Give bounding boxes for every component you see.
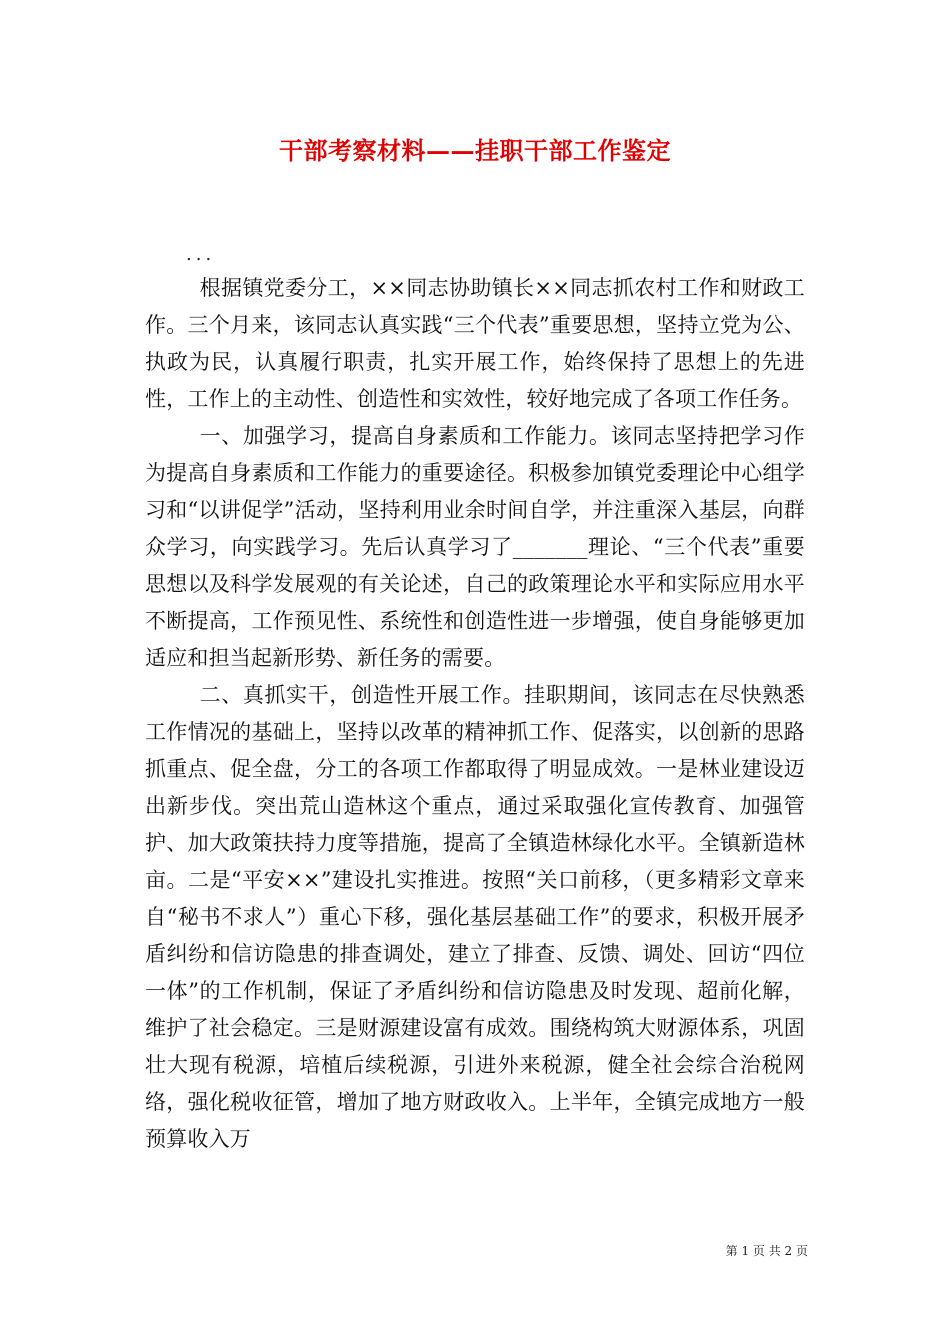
paragraph-study: 一、加强学习，提高自身素质和工作能力。该同志坚持把学习作为提高自身素质和工作能力的重要途径。积极参加镇党委理论中心组学习和“以讲促学”活动，坚持利用业余时间自学，并注重深入基层，向群众学习，向实践学习。先后认真学习了_______理论、“三个代表”重要思想以及科学发展观的有关论述，自己的政策理论水平和实际应用水平不断提高，工作预见性、系统性和创造性进一步增强，使自身能够更加适应和担当起新形势、新任务的需要。: [145, 424, 805, 670]
document-body: [145, 270, 805, 1158]
paragraph-work: 二、真抓实干，创造性开展工作。挂职期间，该同志在尽快熟悉工作情况的基础上，坚持以改革的精神抓工作、促落实，以创新的思路抓重点、促全盘，分工的各项工作都取得了明显成效。一是林业建设迈出新步伐。突出荒山造林这个重点，通过采取强化宣传教育、加强管护、加大政策扶持力度等措施，提高了全镇造林绿化水平。全镇新造林亩。二是“平安××”建设扎实推进。按照“关口前移，（更多精彩文章来自“秘书不求人”）重心下移，强化基层基础工作”的要求，积极开展矛盾纠纷和信访隐患的排查调处，建立了排查、反馈、调处、回访“四位一体”的工作机制，保证了矛盾纠纷和信访隐患及时发现、超前化解，维护了社会稳定。三是财源建设富有成效。围绕构筑大财源体系，巩固壮大现有税源，培植后续税源，引进外来税源，健全社会综合治税网络，强化税收征管，增加了地方财政收入。上半年，全镇完成地方一般预算收入万: [145, 683, 805, 1151]
ellipsis-marker: ...: [186, 244, 216, 265]
paragraph-intro: 根据镇党委分工，××同志协助镇长××同志抓农村工作和财政工作。三个月来，该同志认真实践“三个代表”重要思想，坚持立党为公、执政为民，认真履行职责，扎实开展工作，始终保持了思想上的先进性，工作上的主动性、创造性和实效性，较好地完成了各项工作任务。: [145, 276, 805, 411]
document-title: 干部考察材料——挂职干部工作鉴定: [279, 136, 671, 165]
page-number-footer: 第 1 页 共 2 页: [725, 1244, 808, 1258]
